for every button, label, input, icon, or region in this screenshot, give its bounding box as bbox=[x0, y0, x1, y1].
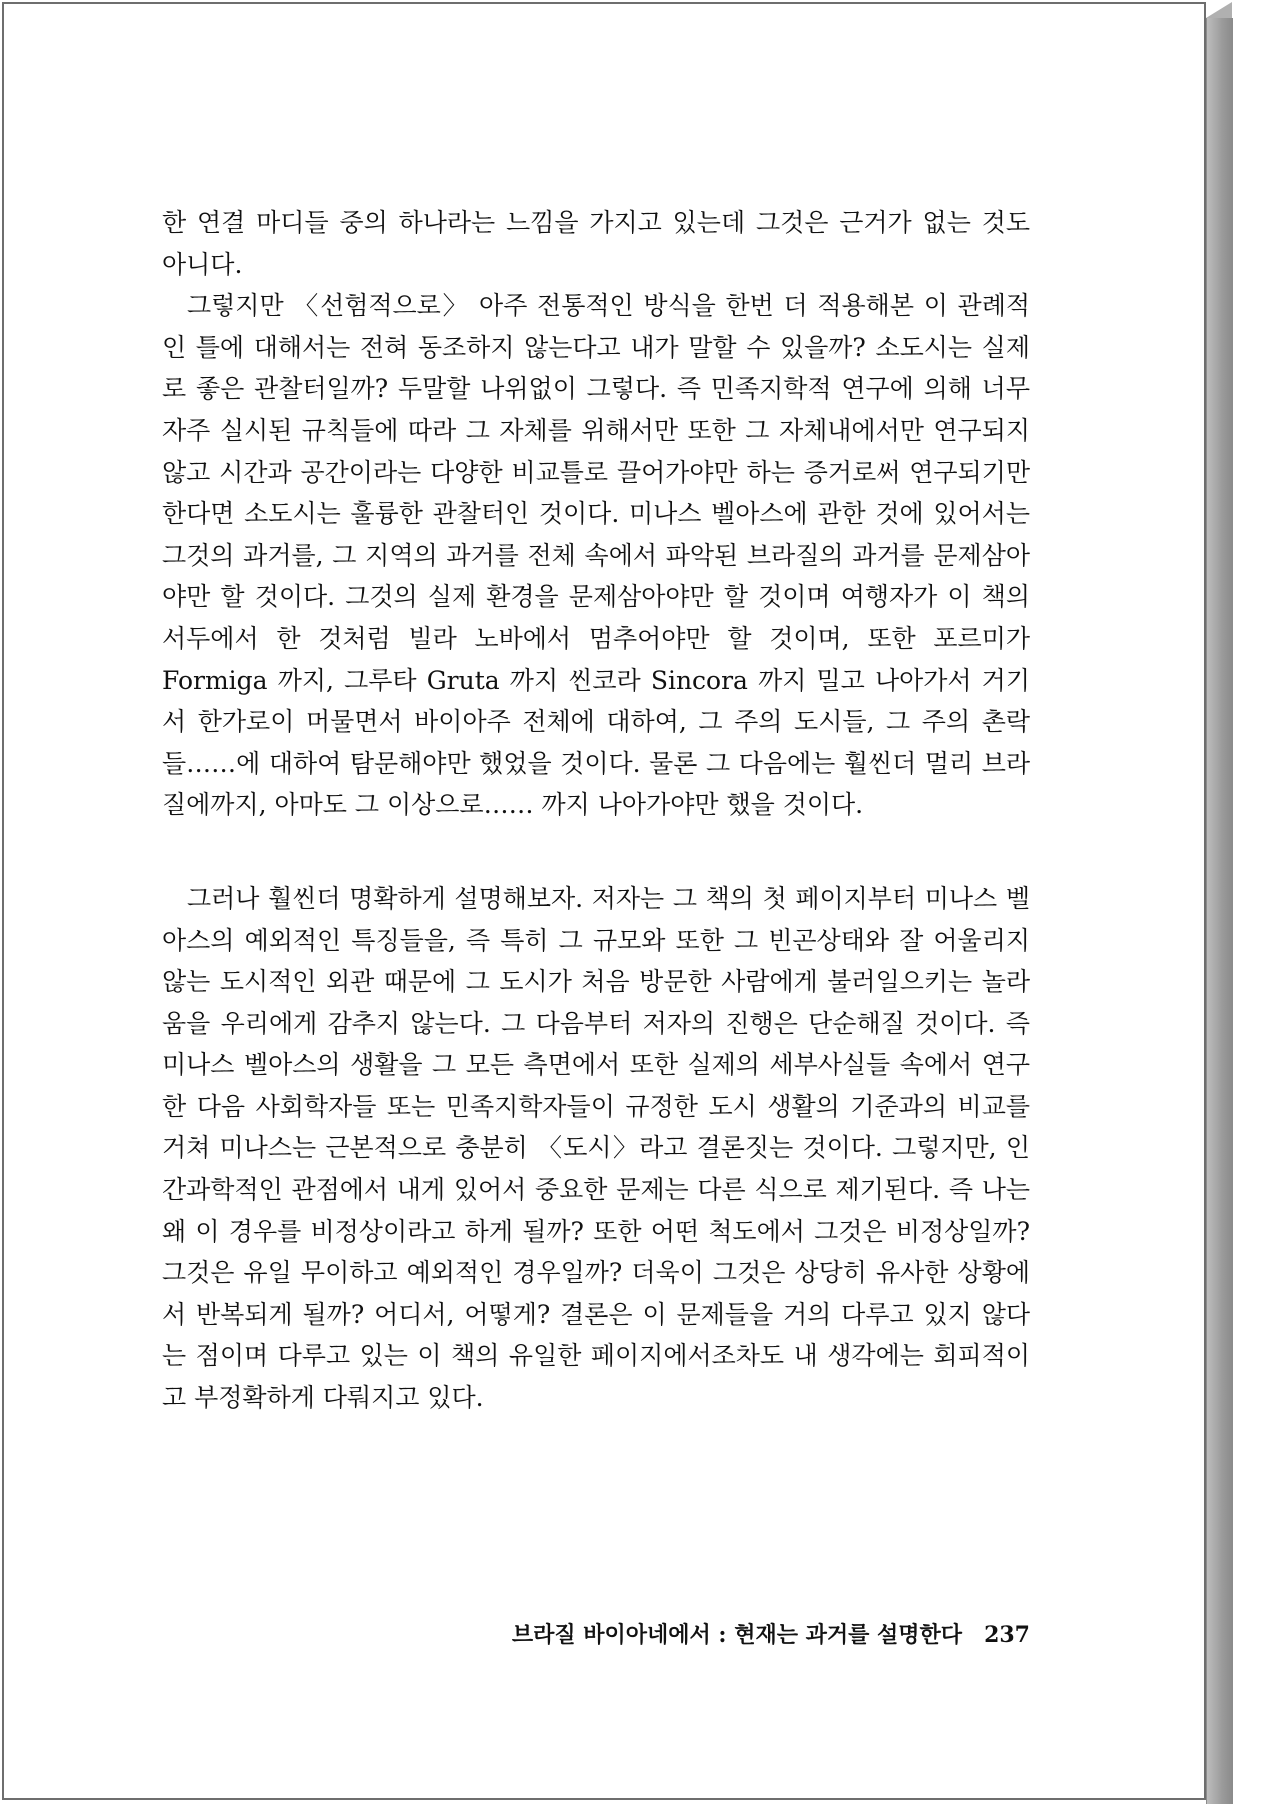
page-number: 237 bbox=[984, 1622, 1030, 1648]
running-title: 브라질 바이아네에서 : 현재는 과거를 설명한다 bbox=[511, 1622, 963, 1648]
page-footer bbox=[162, 1618, 1030, 1649]
paragraph: 그러나 훨씬더 명확하게 설명해보자. 저자는 그 책의 첫 페이지부터 미나스 벨아스의 예외적인 특징들을, 즉 특히 그 규모와 또한 그 빈곤상태와 잘 어울리지 않는 도시적인 외관 때문에 그 도시가 처음 방문한 사람에게 불러일으키는 놀라움을 우리에게 감추지 않는다. 그 다음부터 저자의 진행은 단순해질 것이다. 즉 미나스 벨아스의 생활을 그 모든 측면에서 또한 실제의 세부사실들 속에서 연구한 다음 사회학자들 또는 민족지학자들이 규정한 도시 생활의 기준과의 비교를 거쳐 미나스는 근본적으로 충분히 〈도시〉라고 결론짓는 것이다. 그렇지만, 인간과학적인 관점에서 내게 있어서 중요한 문제는 다른 식으로 제기된다. 즉 나는 왜 이 경우를 비정상이라고 하게 될까? 또한 어떤 척도에서 그것은 비정상일까? 그것은 유일 무이하고 예외적인 경우일까? 더욱이 그것은 상당히 유사한 상황에서 반복되게 될까? 어디서, 어떻게? 결론은 이 문제들을 거의 다루고 있지 않다는 점이며 다루고 있는 이 책의 유일한 페이지에서조차도 내 생각에는 회피적이고 부정확하게 다뤄지고 있다. bbox=[162, 883, 1030, 1413]
body-text bbox=[162, 202, 1030, 1419]
page-stack-edge bbox=[1206, 18, 1233, 1804]
paragraph: 그렇지만 〈선험적으로〉 아주 전통적인 방식을 한번 더 적용해본 이 관례적인 틀에 대해서는 전혀 동조하지 않는다고 내가 말할 수 있을까? 소도시는 실제로 좋은 관찰터일까? 두말할 나위없이 그렇다. 즉 민족지학적 연구에 의해 너무 자주 실시된 규칙들에 따라 그 자체를 위해서만 또한 그 자체내에서만 연구되지 않고 시간과 공간이라는 다양한 비교틀로 끌어가야만 하는 증거로써 연구되기만 한다면 소도시는 훌륭한 관찰터인 것이다. 미나스 벨아스에 관한 것에 있어서는 그것의 과거를, 그 지역의 과거를 전체 속에서 파악된 브라질의 과거를 문제삼아야만 할 것이다. 그것의 실제 환경을 문제삼아야만 할 것이며 여행자가 이 책의 서두에서 한 것처럼 빌라 노바에서 멈추어야만 할 것이며, 또한 포르미가 Formiga 까지, 그루타 Gruta 까지 씬코라 Sincora 까지 밀고 나아가서 거기서 한가로이 머물면서 바이아주 전체에 대하여, 그 주의 도시들, 그 주의 촌락들……에 대하여 탐문해야만 했었을 것이다. 물론 그 다음에는 훨씬더 멀리 브라질에까지, 아마도 그 이상으로…… 까지 나아가야만 했을 것이다. bbox=[162, 291, 1030, 820]
paragraph-continuation: 한 연결 마디들 중의 하나라는 느낌을 가지고 있는데 그것은 근거가 없는 것도 아니다. bbox=[162, 208, 1030, 279]
page-stack-edge-top bbox=[1206, 2, 1232, 18]
section-break bbox=[162, 826, 1030, 878]
